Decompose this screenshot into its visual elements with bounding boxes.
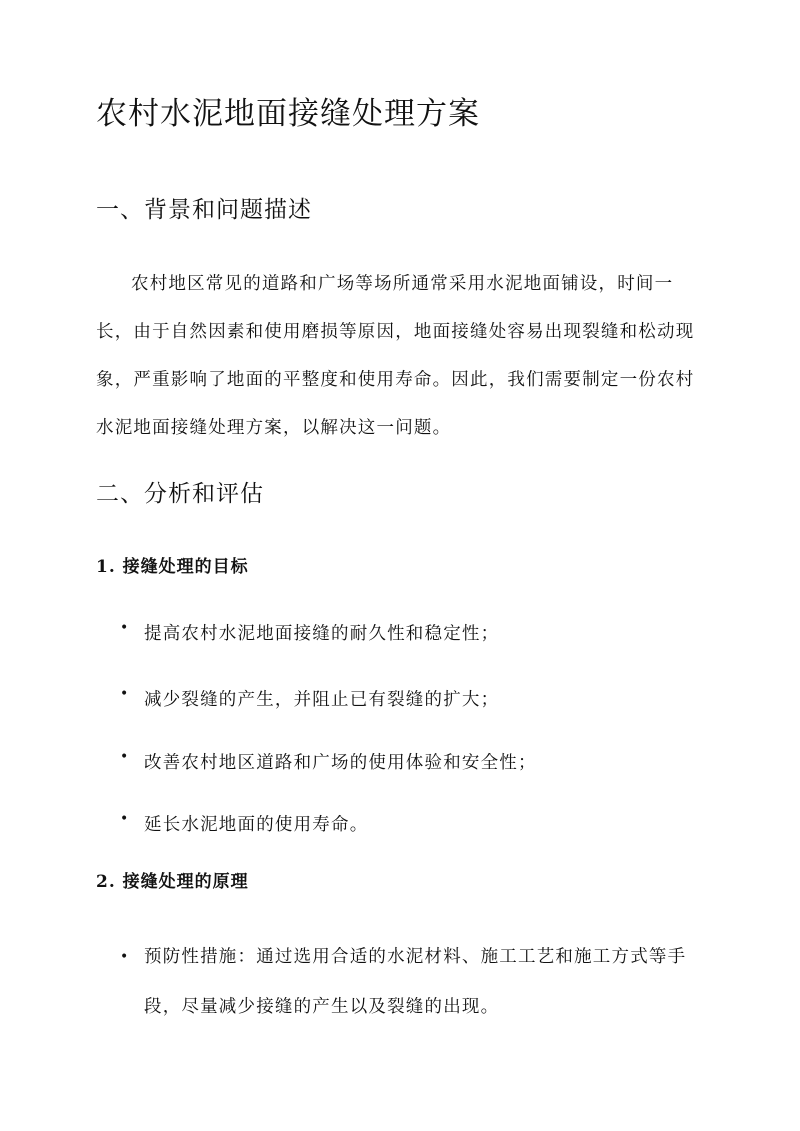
list-item-text: 改善农村地区道路和广场的使用体验和安全性；: [144, 753, 537, 773]
list-item-text: 预防性措施：通过选用合适的水泥材料、施工工艺和施工方式等手段，尽量减少接缝的产生以及裂缝的出现。: [144, 947, 687, 1017]
bullet-icon: •: [120, 749, 130, 765]
list-item: [96, 620, 706, 645]
subsection-1-heading: 1. 接缝处理的目标: [96, 557, 249, 577]
bullet-icon: •: [120, 686, 130, 702]
list-item: [96, 749, 706, 774]
list-item-text: 延长水泥地面的使用寿命。: [144, 815, 369, 835]
list-item-text: 提高农村水泥地面接缝的耐久性和稳定性；: [144, 624, 500, 644]
section-1-paragraph: 农村地区常见的道路和广场等场所通常采用水泥地面铺设，时间一长，由于自然因素和使用磨损等原因，地面接缝处容易出现裂缝和松动现象，严重影响了地面的平整度和使用寿命。因此，我们需要制定一份农村水泥地面接缝处理方案，以解决这一问题。: [96, 274, 695, 438]
list-item: [96, 932, 706, 1032]
subsection-2-heading: 2. 接缝处理的原理: [96, 872, 249, 892]
document-title: 农村水泥地面接缝处理方案: [96, 96, 480, 132]
list-item: [96, 811, 706, 836]
section-2-heading: 二、分析和评估: [96, 481, 264, 507]
bullet-icon: •: [120, 949, 130, 965]
bullet-icon: •: [120, 811, 130, 827]
bullet-icon: •: [120, 620, 130, 636]
section-1-heading: 一、背景和问题描述: [96, 197, 312, 223]
list-item-text: 减少裂缝的产生，并阻止已有裂缝的扩大；: [144, 690, 500, 710]
list-item: [96, 686, 706, 711]
